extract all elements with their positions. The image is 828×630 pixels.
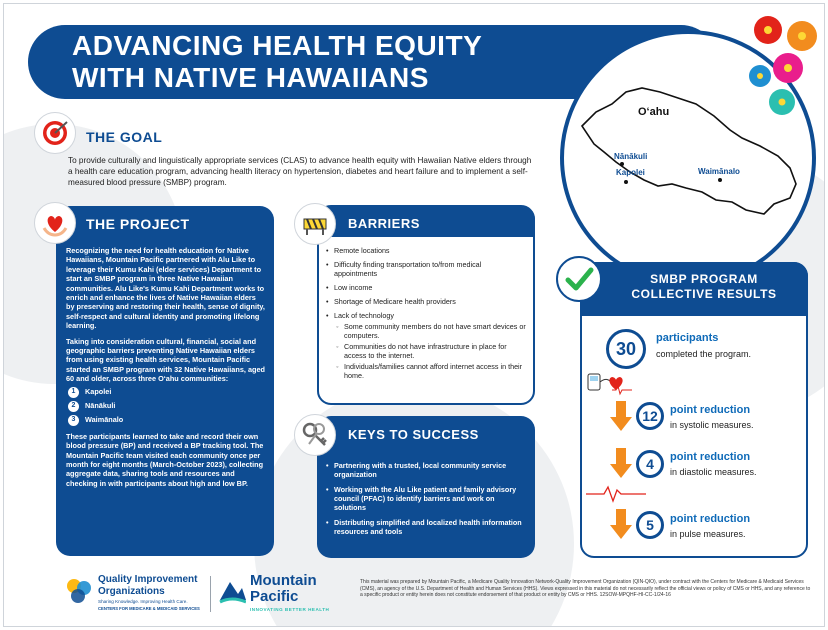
checkmark-icon — [556, 256, 602, 302]
community-name: Waimānalo — [85, 415, 124, 425]
barrier-item: • Shortage of Medicare health providers — [326, 297, 456, 306]
map-dot-waimanalo — [718, 178, 722, 182]
down-arrow-icon — [610, 448, 632, 478]
result-systolic-title: point reduction — [670, 404, 751, 416]
title-line-1: ADVANCING HEALTH EQUITY — [72, 30, 483, 61]
qio-logo — [64, 572, 214, 616]
community-name: Nānākuli — [85, 401, 116, 411]
barrier-item: • Difficulty finding transportation to/from medical appointments — [326, 260, 482, 278]
result-systolic-sub: in systolic measures. — [670, 420, 754, 430]
blood-pressure-monitor-icon — [586, 370, 634, 398]
result-diastolic-title: point reduction — [670, 451, 751, 463]
key-item: • Distributing simplified and localized health information resources and tools — [326, 518, 522, 536]
heartbeat-line-icon — [586, 484, 646, 504]
qio-name-line-2: Organizations — [98, 586, 165, 597]
heart-hands-icon — [34, 202, 76, 244]
result-diastolic-sub: in diastolic measures. — [670, 467, 757, 477]
qio-tagline: Sharing Knowledge. Improving Health Care. — [98, 599, 188, 604]
goal-text: To provide culturally and linguistically appropriate services (CLAS) to advance health equity with Hawaiian Native elders through a health care education program, advancing health literacy on hypertension, diabetes and heart failure and to implement a self-measured blood pressure (SMBP) program. — [68, 156, 532, 187]
community-item — [68, 401, 266, 412]
community-item — [68, 415, 266, 426]
project-paragraph-3: These participants learned to take and record their own blood pressure (BP) and received a BP tracking tool. The Mountain Pacific team visited each community once per month for eight months (March-October 2023), collecting aggregate data, sharing tools and resources and checking in with participants about high and low BP. — [66, 431, 264, 488]
infographic-frame — [3, 3, 825, 627]
map-place-nanakuli: Nānākuli — [614, 152, 648, 161]
goal-heading: THE GOAL — [86, 129, 163, 145]
project-paragraph-2: Taking into consideration cultural, financial, social and geographic barriers preventing Native Hawaiian elders from using existing health services, Mountain Pacific started an SMBP program with 32 Native Hawaiians, aged 60 and older, across three O‘ahu communities: — [66, 336, 265, 384]
project-body — [66, 246, 266, 494]
qio-logo-icon — [64, 576, 94, 606]
mountain-pacific-logo-icon — [218, 576, 246, 606]
smbp-heading-line-2: COLLECTIVE RESULTS — [631, 287, 777, 301]
barrier-subitem: ◦ Some community members do not have smart devices or computers. — [336, 322, 526, 340]
mp-tagline: INNOVATING BETTER HEALTH — [250, 607, 330, 612]
barrier-subitem: ◦ Individuals/families cannot afford internet access in their home. — [336, 362, 523, 380]
mountain-pacific-logo — [218, 572, 348, 616]
result-pulse-sub: in pulse measures. — [670, 529, 746, 539]
map-dot-kapolei — [624, 180, 628, 184]
project-paragraph-1: Recognizing the need for health education for Native Hawaiians, Mountain Pacific partnered with Alu Like to leverage their Kumu Kahi (elder services) Department to start an SMBP program in three Native Hawaiian communities. Alu Like's Kumu Kahi Department works to enrich and enhance the lives of Native Hawaiian elders by preserving and restoring their health, sense of dignity, self-respect and cultural identity and promoting lifelong learning. — [66, 246, 265, 331]
community-name: Kapolei — [85, 387, 112, 397]
result-systolic-value: 12 — [636, 402, 664, 430]
barrier-item: • Lack of technology — [326, 311, 394, 320]
community-number: 1 — [68, 387, 79, 398]
barrier-item: • Remote locations — [326, 246, 390, 255]
keys-list — [326, 461, 528, 542]
target-icon — [34, 112, 76, 154]
result-participants-value: 30 — [606, 329, 646, 369]
barriers-list — [326, 246, 526, 382]
keys-icon — [294, 414, 336, 456]
key-item: • Partnering with a trusted, local community service organization — [326, 461, 507, 479]
community-number: 2 — [68, 401, 79, 412]
map-island-label: O‘ahu — [638, 106, 670, 118]
down-arrow-icon — [610, 509, 632, 539]
barrier-icon — [294, 203, 336, 245]
mp-name-line-2: Pacific — [250, 588, 299, 605]
result-pulse-title: point reduction — [670, 513, 751, 525]
smbp-heading-line-1: SMBP PROGRAM — [650, 272, 758, 286]
footer-disclaimer: This material was prepared by Mountain Pacific, a Medicare Quality Innovation Network-Quality Improvement Organization (QIN-QIO), under contract with the Centers for Medicare & Medicaid Services (CMS), an agency of the U.S. Department of Health and Human Services (HHS). Views expressed in this material do not necessarily reflect the official views or policy of CMS or HHS, and any reference to a specific product or entity herein does not constitute endorsement of that product or entity by CMS or HHS. 12SOW-MPQHF-HI-CC-1/24-16 — [360, 579, 811, 599]
mp-name-line-1: Mountain — [250, 572, 317, 589]
qio-name-line-1: Quality Improvement — [98, 574, 198, 585]
smbp-heading — [604, 272, 804, 302]
result-participants-title: participants — [656, 332, 719, 344]
key-item: • Working with the Alu Like patient and family advisory council (PFAC) to identify barriers and work on solutions — [326, 485, 517, 512]
hibiscus-flowers-icon — [738, 8, 825, 128]
page-title — [72, 30, 542, 94]
barrier-subitem: ◦ Communities do not have infrastructure in place for access to the internet. — [336, 342, 507, 360]
map-dot-nanakuli — [620, 162, 624, 166]
result-participants-sub: completed the program. — [656, 349, 752, 359]
result-diastolic-value: 4 — [636, 450, 664, 478]
community-number: 3 — [68, 415, 79, 426]
qio-cms: CENTERS FOR MEDICARE & MEDICAID SERVICES — [98, 606, 200, 611]
result-pulse-value: 5 — [636, 511, 664, 539]
keys-heading: KEYS TO SUCCESS — [348, 427, 479, 442]
barriers-heading: BARRIERS — [348, 216, 420, 231]
footer-divider — [210, 576, 211, 612]
down-arrow-icon — [610, 401, 632, 431]
barrier-item: • Low income — [326, 283, 373, 292]
title-line-2: WITH NATIVE HAWAIIANS — [72, 62, 429, 93]
map-place-waimanalo: Waimānalo — [698, 167, 740, 176]
community-item — [68, 387, 266, 398]
project-heading: THE PROJECT — [86, 216, 190, 232]
map-place-kapolei: Kapolei — [616, 168, 645, 177]
